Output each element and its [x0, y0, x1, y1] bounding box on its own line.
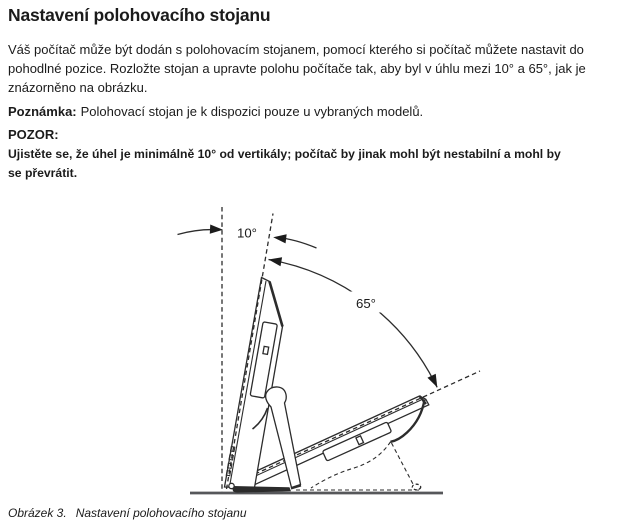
angle-arc [269, 260, 438, 388]
intro-line: znázorněno na obrázku. [8, 80, 148, 95]
arrowheads [210, 225, 442, 390]
arrowhead-to-tilted [273, 233, 287, 244]
arrowhead-arc-top [268, 255, 282, 266]
page-title: Nastavení polohovacího stojanu [8, 5, 271, 25]
warning-label: POZOR: [8, 127, 59, 142]
arrowhead-to-vertical [210, 225, 223, 235]
angle-10-label: 10° [237, 225, 257, 241]
warning-line: Ujistěte se, že úhel je minimálně 10° od vertikály; počítač by jinak mohl být nestabilní a mohl by [8, 147, 561, 161]
angle-65-label: 65° [356, 296, 376, 311]
stand-pivot [229, 483, 234, 488]
figure-caption-number: Obrázek 3. [8, 506, 67, 520]
reclined-stand-foot [412, 484, 420, 490]
computer-upright [225, 278, 302, 493]
figure-caption [8, 506, 247, 520]
note-text: Polohovací stojan je k dispozici pouze u vybraných modelů. [80, 104, 424, 119]
figure-caption-text: Nastavení polohovacího stojanu [75, 506, 247, 520]
arrowhead-arc-bottom [427, 374, 441, 390]
intro-line: pohodlné pozice. Rozložte stojan a upravte polohu počítače tak, aby byl v úhlu mezi 10° a 65°, jak je [8, 61, 586, 76]
warning-line: se převrátit. [8, 165, 78, 180]
intro-line: Váš počítač může být dodán s polohovacím stojanem, pomocí kterého si počítač můžete nastavit do [8, 42, 584, 57]
note-label: Poznámka: [8, 104, 77, 119]
